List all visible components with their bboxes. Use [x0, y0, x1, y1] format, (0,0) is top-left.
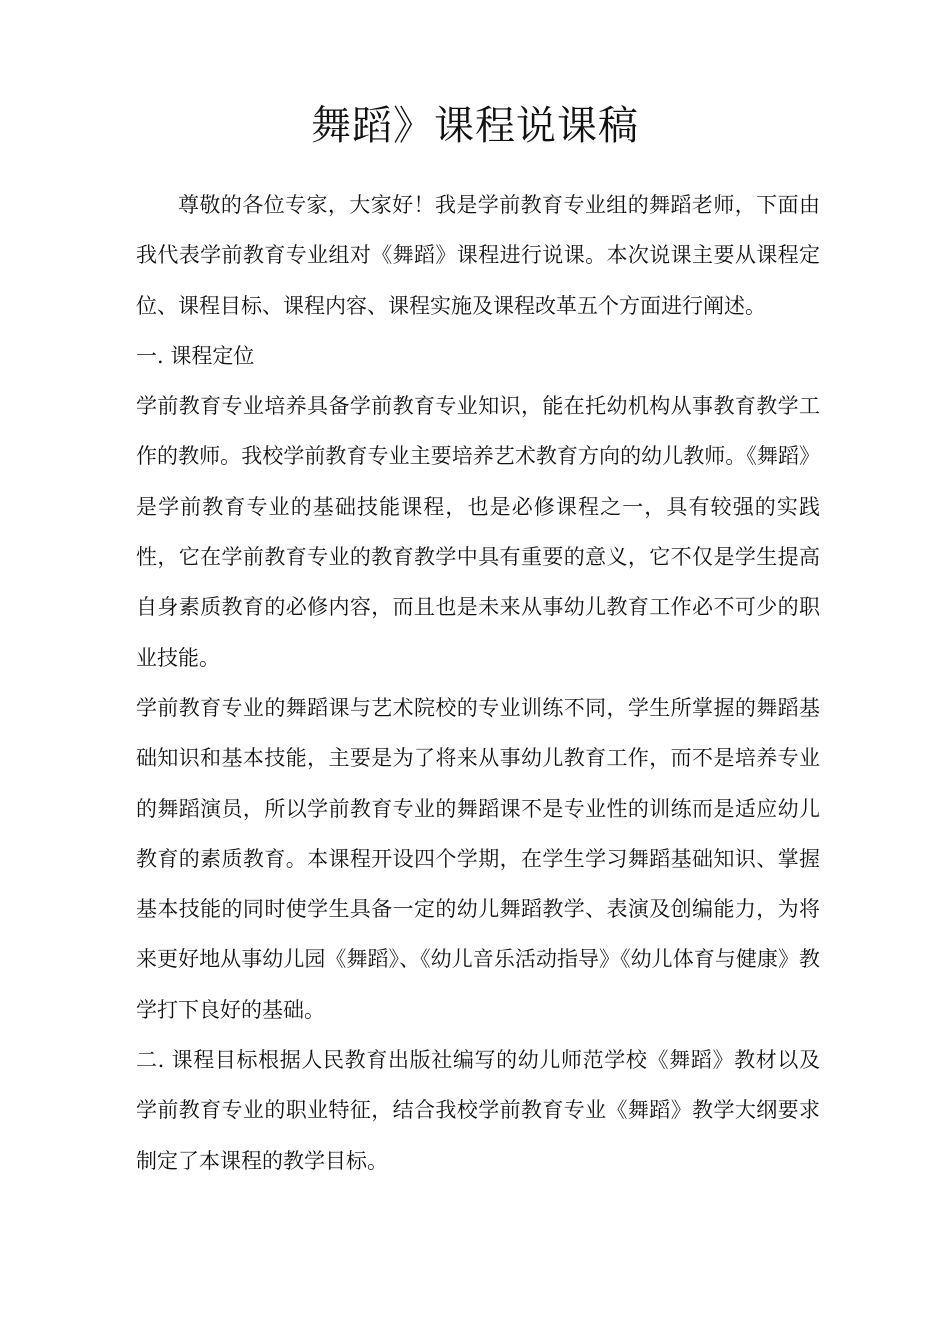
body-paragraph: 学前教育专业的舞蹈课与艺术院校的专业训练不同，学生所掌握的舞蹈基础知识和基本技能，主要是为了将来从事幼儿教育工作，而不是培养专业的舞蹈演员，所以学前教育专业的舞蹈课不是专业性的训练而是适应幼儿教育的素质教育。本课程开设四个学期，在学生学习舞蹈基础知识、掌握基本技能的同时使学生具备一定的幼儿舞蹈教学、表演及创编能力，为将来更好地从事幼儿园《舞蹈》、《幼儿音乐活动指导》《幼儿体育与健康》教学打下良好的基础。: [136, 695, 820, 1022]
intro-paragraph: 尊敬的各位专家，大家好！我是学前教育专业组的舞蹈老师，下面由我代表学前教育专业组对《舞蹈》课程进行说课。本次说课主要从课程定位、课程目标、课程内容、课程实施及课程改革五个方面进行阐述。: [136, 193, 820, 318]
page-title: 舞蹈》课程说课稿: [311, 103, 639, 149]
document-body: [136, 180, 820, 1186]
body-paragraph: 学前教育专业培养具备学前教育专业知识，能在托幼机构从事教育教学工作的教师。我校学前教育专业主要培养艺术教育方向的幼儿教师。《舞蹈》是学前教育专业的基础技能课程，也是必修课程之一，具有较强的实践性，它在学前教育专业的教育教学中具有重要的意义，它不仅是学生提高自身素质教育的必修内容，而且也是未来从事幼儿教育工作必不可少的职业技能。: [136, 394, 820, 670]
section-heading-1: 一. 课程定位: [136, 343, 255, 368]
section-heading-2-paragraph: 二. 课程目标根据人民教育出版社编写的幼儿师范学校《舞蹈》教材以及学前教育专业的职业特征，结合我校学前教育专业《舞蹈》教学大纲要求制定了本课程的教学目标。: [136, 1048, 820, 1173]
